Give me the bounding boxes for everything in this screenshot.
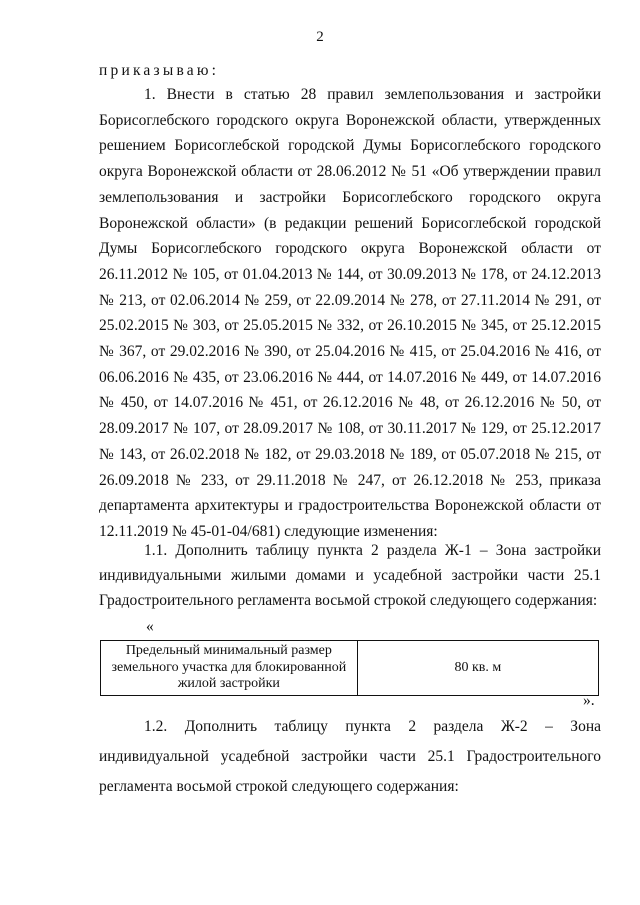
page-number: 2 [316,29,324,45]
table-row [101,641,599,696]
opening-quote: « [146,618,154,635]
paragraph-1-1: 1.1. Дополнить таблицу пункта 2 раздела Ж-1 – Зона застройки индивидуальными жилыми домами и усадебной застройки части 25.1 Градостроительного регламента восьмой строкой следующего содержания: [99,542,601,609]
paragraph-1: 1. Внести в статью 28 правил землепользования и застройки Борисоглебского городского округа Воронежской области, утвержденных решением Борисоглебской городской Думы Борисоглебского городского округа Воронежской области от 28.06.2012 № 51 «Об утверждении правил землепользования и застройки Борисоглебского городского округа Воронежской области» (в редакции решений Борисоглебской городской Думы Борисоглебского городского округа Воронежской области от 26.11.2012 № 105, от 01.04.2013 № 144, от 30.09.2013 № 178, от 24.12.2013 № 213, от 02.06.2014 № 259, от 22.09.2014 № 278, от 27.11.2014 № 291, от 25.02.2015 № 303, от 25.05.2015 № 332, от 26.10.2015 № 345, от 25.12.2015 № 367, от 29.02.2016 № 390, от 25.04.2016 № 415, от 25.04.2016 № 416, от 06.06.2016 № 435, от 23.06.2016 № 444, от 14.07.2016 № 449, от 14.07.2016 № 450, от 14.07.2016 № 451, от 26.12.2016 № 48, от 26.12.2016 № 50, от 28.09.2017 № 107, от 28.09.2017 № 108, от 30.11.2017 № 129, от 25.12.2017 № 143, от 26.02.2018 № 182, от 29.03.2018 № 189, от 05.07.2018 № 215, от 26.09.2018 № 233, от 29.11.2018 № 247, от 26.12.2018 № 253, приказа департамента архитектуры и градостроительства Воронежской области от 12.11.2019 № 45-01-04/681) следующие изменения: [99,86,601,540]
closing-quote: ». [583,692,595,709]
order-heading: приказываю: [99,62,220,79]
regulation-table [100,640,599,696]
paragraph-1-2: 1.2. Дополнить таблицу пункта 2 раздела Ж-2 – Зона индивидуальной усадебной застройки части 25.1 Градостроительного регламента восьмой строкой следующего содержания: [99,718,601,795]
table-value-cell: 80 кв. м [357,641,598,696]
table-label-cell: Предельный минимальный размер земельного участка для блокированной жилой застройки [101,641,358,696]
